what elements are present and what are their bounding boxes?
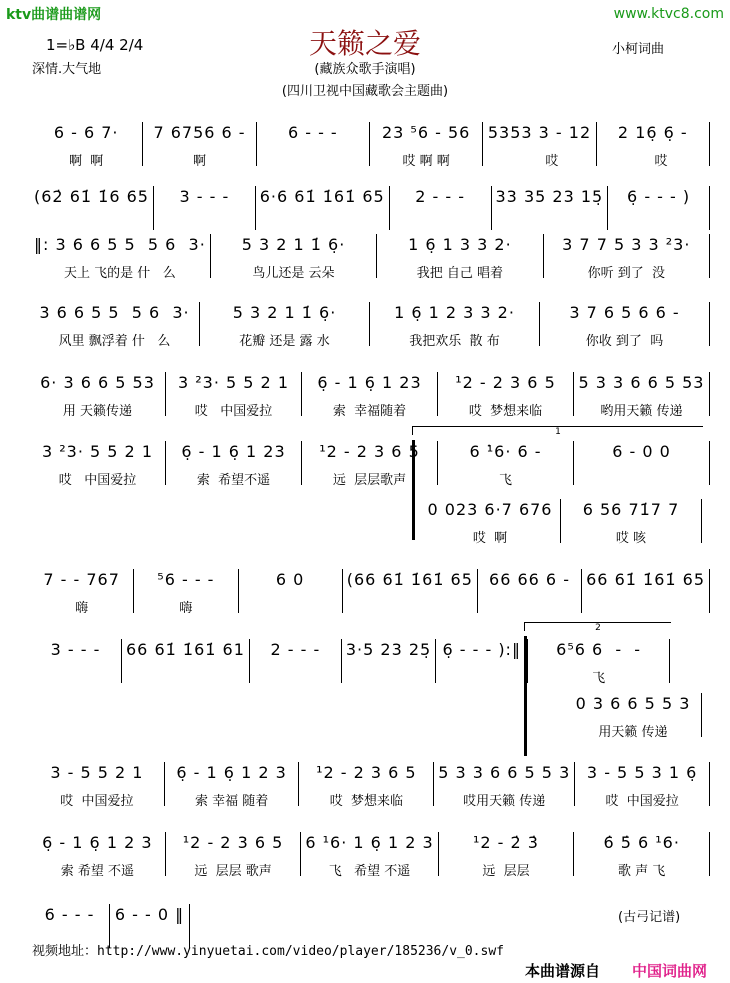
measure [166, 441, 302, 488]
measure [30, 832, 166, 879]
measure-notes: 6 0 [275, 570, 305, 589]
measure-notes: 0 3 6 6 5 5 3 [575, 694, 691, 713]
measure-notes: 3·5 23 25̣ [345, 640, 432, 659]
measure [342, 639, 436, 683]
measure [30, 569, 134, 616]
measure [250, 639, 342, 683]
score-system [565, 693, 702, 740]
measure [30, 762, 165, 809]
song-title: 天籁之爱 [308, 27, 421, 60]
measure [528, 639, 670, 686]
measure-notes: 1 6̣ 1 2 3 3 2· [394, 303, 515, 322]
measure [166, 832, 302, 879]
measure-lyrics [260, 214, 385, 230]
measure-notes: 7 6756 6 - [153, 123, 246, 142]
measure [211, 234, 377, 281]
measure-notes: 5353 3 - 12 [487, 123, 592, 142]
score-system [420, 499, 702, 546]
measure-lyrics: 哎 啊 [472, 531, 508, 546]
measure-notes: 6 - 6 7· [53, 123, 119, 142]
measure [154, 186, 256, 230]
measure [436, 639, 528, 683]
measure-notes: 2 - - - [270, 640, 321, 659]
measure [608, 186, 710, 230]
measure-lyrics [394, 214, 487, 230]
measure-notes: 6 - - 0 ‖ [114, 905, 185, 924]
measure-lyrics: 哎 [638, 154, 668, 169]
measure-lyrics: 鸟儿还是 云朵 [252, 266, 335, 281]
volta-1-label: 1 [555, 427, 561, 437]
measure [438, 441, 574, 488]
measure-lyrics: 索 幸福随着 [332, 404, 407, 419]
score-system [30, 762, 710, 809]
measure-notes: 5 3 3 6 6 5 53 [578, 373, 705, 392]
measure-notes: 6 56 71̇7 7 [582, 500, 680, 519]
measure-notes: 3 - 5 5 2 1 [50, 763, 144, 782]
measure [439, 832, 575, 879]
measure-notes: 5 3 2 1 1̇ 6̣· [241, 235, 346, 254]
measure-lyrics: 嗨 [179, 601, 193, 616]
system-brace-2 [524, 636, 527, 756]
score-system [30, 372, 710, 419]
measure [239, 569, 343, 613]
measure-notes: 0 023 6·7 676 [427, 500, 553, 519]
measure-notes: 6· 3 6 6 5 53 [40, 373, 155, 392]
volta-1 [412, 426, 703, 435]
measure [30, 234, 211, 281]
score-system [30, 302, 710, 349]
measure [30, 122, 143, 169]
measure [492, 186, 609, 230]
measure [165, 762, 300, 809]
measure-notes: 3 6 6 5 5 5 6 3· [39, 303, 190, 322]
measure [420, 499, 561, 546]
measure-lyrics: 天上 飞的是 什 么 [64, 266, 176, 281]
measure-lyrics [578, 469, 705, 485]
measure [257, 122, 370, 166]
measure [574, 441, 710, 485]
measure-lyrics [612, 214, 705, 230]
measure-notes: 3 ²3· 5 5 2 1 [41, 442, 153, 461]
measure-notes: 6̇ 5̇ 6 ¹6· [603, 833, 680, 852]
measure-notes: ¹2 - 2 3 6 5 [455, 373, 556, 392]
measure-lyrics: 索 希望 不遥 [60, 864, 134, 879]
measure [582, 569, 710, 613]
measure-lyrics [261, 150, 365, 166]
measure [343, 569, 478, 613]
measure-lyrics: 索 希望不遥 [196, 473, 271, 488]
measure-notes: 6 - 0 0 [612, 442, 671, 461]
measure-notes: ¹2 - 2̇ 3̇ [473, 833, 539, 852]
measure-lyrics [34, 667, 117, 683]
measure [544, 234, 710, 281]
measure-notes: ¹2 - 2 3 6 5 [316, 763, 417, 782]
measure-notes: 3 ²3· 5 5 2 1 [177, 373, 289, 392]
measure-notes: 5 3 3 6 6 5 5 3 [438, 763, 571, 782]
score-system [30, 639, 670, 686]
measure-lyrics: 你收 到了 吗 [585, 334, 664, 349]
measure [30, 441, 166, 488]
measure-lyrics: 哎 中国爱拉 [605, 794, 679, 809]
measure-lyrics: 远 层层 [482, 864, 530, 879]
measure [30, 302, 200, 349]
measure-lyrics: 我把欢乐 散 布 [409, 334, 500, 349]
measure-lyrics: 嗨 [75, 601, 89, 616]
measure-lyrics: 哎 中国爱拉 [58, 473, 137, 488]
measure-lyrics: 哎 中国爱拉 [60, 794, 134, 809]
measure [565, 693, 702, 740]
measure [561, 499, 702, 546]
measure-notes: ‖: 3 6 6 5 5 5 6 3· [34, 235, 206, 254]
measure-lyrics [482, 597, 577, 613]
transcriber-credit: (古弓记谱) [618, 910, 681, 925]
measure-notes: 6̣ - 1 6̣ 1 23 [181, 442, 286, 461]
system-brace [412, 440, 415, 540]
measure-lyrics [126, 667, 245, 683]
key-signature: 1=♭B 4/4 2/4 [46, 36, 144, 54]
measure-notes: ¹2 - 2 3 6 5 [319, 442, 420, 461]
measure-lyrics: 远 层层 歌声 [194, 864, 272, 879]
measure-lyrics: 哎 梦想来临 [329, 794, 403, 809]
volta-2-label: 2 [595, 623, 601, 633]
measure-notes: 6̣ - 1 6̣ 1 2 3 [176, 763, 287, 782]
measure [134, 569, 238, 616]
measure [574, 372, 710, 419]
score-system [30, 569, 710, 616]
measure-notes: ⁵6 - - - [157, 570, 215, 589]
measure-lyrics: 哎 梦想来临 [468, 404, 543, 419]
measure [575, 762, 710, 809]
measure-notes: 66 61̇ 1̇61̇ 65 [586, 570, 705, 589]
measure-lyrics: 飞 [592, 671, 606, 686]
measure-lyrics [346, 667, 431, 683]
measure [390, 186, 492, 230]
score-system [30, 832, 710, 879]
measure-lyrics: 用 天籁传递 [62, 404, 133, 419]
measure-lyrics: 哎 中国爱拉 [194, 404, 273, 419]
measure-lyrics: 飞 [498, 473, 512, 488]
measure-lyrics: 花瓣 还是 露 水 [239, 334, 330, 349]
performer: (藏族众歌手演唱) [314, 62, 416, 77]
measure-lyrics [586, 597, 705, 613]
measure [370, 302, 540, 349]
measure [370, 122, 483, 169]
measure-notes: (62̇ 61̇ 1̇6 65 [34, 187, 149, 206]
measure-notes: 3 - - - [50, 640, 101, 659]
measure [143, 122, 256, 169]
measure [200, 302, 370, 349]
site-url[interactable]: www.ktvc8.com [613, 6, 724, 22]
measure [302, 372, 438, 419]
measure [301, 832, 438, 879]
measure-notes: 66 66 6 - [489, 570, 570, 589]
measure-lyrics [440, 667, 523, 683]
measure-notes: 3 - - - [179, 187, 230, 206]
score-system [30, 441, 710, 488]
measure-lyrics: 哎用天籁 传递 [463, 794, 546, 809]
measure [483, 122, 596, 169]
measure-lyrics: 你听 到了 没 [587, 266, 665, 281]
measure [299, 762, 434, 809]
measure-notes: 5 3 2 1 1̇ 6̣· [232, 303, 337, 322]
measure-notes: 3 7 6 5 6 6 - [569, 303, 680, 322]
measure-notes: 6̣ - - - ) [627, 187, 691, 206]
measure [30, 372, 166, 419]
measure-lyrics: 用天籁 传递 [598, 725, 668, 740]
measure [256, 186, 390, 230]
video-link[interactable]: 视频地址：http://www.yinyuetai.com/video/player/185236/v_0.swf [32, 944, 504, 959]
measure-notes: 2 16̣ 6̣ - [617, 123, 688, 142]
measure-notes: 3 - 5 5 3 1 6̣ [586, 763, 698, 782]
score-system [30, 186, 710, 230]
source-site[interactable]: 中国词曲网 [632, 962, 708, 980]
measure-notes: 6⁵6 6 - - [556, 640, 642, 659]
measure [597, 122, 710, 169]
measure-lyrics: 远 层层歌声 [332, 473, 407, 488]
measure-notes: 6̣ - 1 6̣ 1 2 3 [42, 833, 153, 852]
measure-lyrics: 我把 自己 唱着 [416, 266, 504, 281]
measure-lyrics [34, 214, 149, 230]
measure-lyrics: 风里 飘浮着 什 么 [58, 334, 171, 349]
measure-lyrics: 哎 咳 [615, 531, 647, 546]
measure-notes: 23 ⁵6 - 56 [381, 123, 471, 142]
measure [122, 639, 250, 683]
measure [574, 832, 710, 879]
measure [166, 372, 302, 419]
measure-notes: 7 - - 767 [43, 570, 120, 589]
measure-lyrics: 哎 [520, 154, 559, 169]
measure-notes: ¹2 - 2 3 6 5 [182, 833, 284, 852]
measure-lyrics: 哎 啊 啊 [402, 154, 450, 169]
source-label: 本曲谱源自 [525, 962, 601, 980]
measure-lyrics: 索 幸福 随着 [194, 794, 269, 809]
measure [30, 186, 154, 230]
measure [434, 762, 575, 809]
site-logo[interactable]: ktv曲谱曲谱网 [6, 7, 102, 23]
measure [540, 302, 710, 349]
measure-lyrics: 飞 希望 不遥 [328, 864, 411, 879]
measure-notes: 6̣ - 1 6̣ 1 23 [317, 373, 422, 392]
measure-lyrics: 歌 声 飞 [618, 864, 666, 879]
measure-notes: 66 61̇ 1̇61̇ 61 [126, 640, 245, 659]
measure [30, 639, 122, 683]
measure-lyrics: 啊 啊 [69, 154, 104, 169]
measure-notes: 3 7 7 5 3 3 ²3· [562, 235, 691, 254]
measure [438, 372, 574, 419]
measure-lyrics [158, 214, 251, 230]
measure-lyrics [347, 597, 473, 613]
theme-note: (四川卫视中国藏歌会主题曲) [281, 84, 449, 99]
measure-lyrics: 啊 [192, 154, 206, 169]
measure [478, 569, 582, 613]
score-system [30, 234, 710, 281]
measure-lyrics [496, 214, 604, 230]
measure-notes: (66 61̇ 1̇61̇ 65 [346, 570, 473, 589]
volta-2 [524, 622, 671, 631]
author: 小柯词曲 [612, 42, 665, 57]
measure-notes: 6̣ - - - ):‖ [442, 640, 521, 659]
score-system [30, 122, 710, 169]
measure-notes: 6 - - - [287, 123, 338, 142]
measure [302, 441, 438, 488]
measure [377, 234, 543, 281]
measure-lyrics [243, 597, 338, 613]
measure-lyrics [254, 667, 337, 683]
measure-notes: 6 ¹6· 1 6̣ 1 2 3 [305, 833, 434, 852]
measure-notes: 6 - - - [44, 905, 95, 924]
measure-notes: 6 ¹̇6· 6 - [469, 442, 542, 461]
measure-notes: 1 6̣ 1 3 3 2· [408, 235, 512, 254]
measure-notes: 2 - - - [415, 187, 465, 206]
measure-notes: 33 35 23 15̣ [495, 187, 604, 206]
measure-lyrics: 哟用天籁 传递 [600, 404, 683, 419]
tempo-mood: 深情.大气地 [32, 62, 102, 77]
measure-notes: 6·6 61̇ 1̇61̇ 65 [259, 187, 385, 206]
